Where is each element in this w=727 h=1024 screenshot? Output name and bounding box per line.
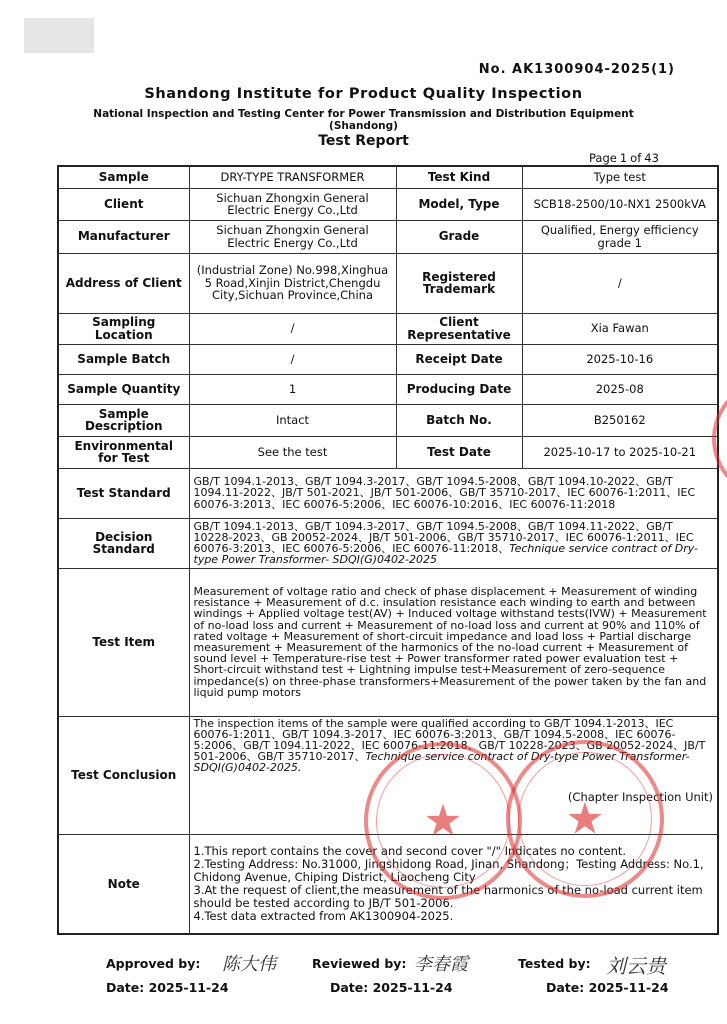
approved-label: Approved by: [106, 956, 201, 971]
test-item-value: Measurement of voltage ratio and check of phase displacement + Measurement of winding resistance + Measurement of d.c. insulation resistance each winding to earth and between windings + Applied voltage test(AV) + Induced voltage withstand tests(IVW) + Measurement of no-load loss and current + Measurement of no-load loss and current at 90% and 110% of rated voltage + Measurement of short-circuit impedance and load loss + Partial discharge measurement + Measurement of the harmonics of the no-load current + Measurement of sound level + Temperature-rise test + Power transformer rated power evaluation test + Short-circuit withstand test + Lightning impulse test+Measurement of zero-sequence impedance(s) on three-phase transformers+Measurement of the power taken by the fan and liquid pump motors [189, 568, 718, 716]
decision-standard-cell [189, 518, 718, 568]
sampling-location-value: / [189, 313, 396, 344]
reviewed-label: Reviewed by: [312, 956, 407, 971]
test-conclusion-label: Test Conclusion [58, 716, 189, 834]
sample-description-label: Sample Description [58, 404, 189, 436]
star-icon: ★ [565, 793, 605, 845]
test-item-label: Test Item [58, 568, 189, 716]
table-row [58, 716, 718, 834]
sample-quantity-label: Sample Quantity [58, 374, 189, 404]
note-cell [189, 834, 718, 934]
grade-value: Qualified, Energy efficiency grade 1 [522, 220, 718, 253]
batch-no-label: Batch No. [396, 404, 522, 436]
grade-label: Grade [396, 220, 522, 253]
table-row [58, 220, 718, 253]
sample-label: Sample [58, 166, 189, 188]
reviewed-signature: 李春霞 [414, 954, 468, 975]
table-row [58, 834, 718, 934]
center-line-2: (Shandong) [329, 120, 398, 132]
chapter-inspection-unit: (Chapter Inspection Unit) [567, 789, 713, 804]
producing-date-label: Producing Date [396, 374, 522, 404]
star-icon: ★ [423, 795, 463, 847]
table-row [58, 166, 718, 188]
center-name [0, 108, 727, 132]
environmental-label: Environmental for Test [58, 436, 189, 468]
test-standard-label: Test Standard [58, 468, 189, 518]
test-date-value: 2025-10-17 to 2025-10-21 [522, 436, 718, 468]
report-number: No. AK1300904-2025(1) [478, 62, 675, 77]
note-line-1: 1.This report contains the cover and second cover "/" Indicates no content. [193, 843, 627, 858]
producing-date-value: 2025-08 [522, 374, 718, 404]
table-row [58, 313, 718, 344]
table-row [58, 188, 718, 220]
page-indicator [589, 151, 662, 165]
table-row [58, 436, 718, 468]
note-line-4: 4.Test data extracted from AK1300904-2025. [193, 908, 454, 923]
tested-date: Date: 2025-11-24 [546, 980, 669, 995]
approved-date: Date: 2025-11-24 [106, 980, 229, 995]
note-line-3: 3.At the request of client,the measurement of the harmonics of the no-load current item should be tested according to JB/T 501-2006. [193, 882, 703, 910]
table-row [58, 344, 718, 374]
trademark-value: / [522, 253, 718, 313]
receipt-date-label: Receipt Date [396, 344, 522, 374]
page-current: 1 [619, 151, 628, 165]
page-total: 43 [644, 151, 659, 165]
institute-name: Shandong Institute for Product Quality Inspection [144, 86, 583, 102]
batch-no-value: B250162 [522, 404, 718, 436]
trademark-label: Registered Trademark [396, 253, 522, 313]
table-row [58, 468, 718, 518]
table-row [58, 568, 718, 716]
client-representative-value: Xia Fawan [522, 313, 718, 344]
page-of: of [630, 151, 642, 165]
manufacturer-value: Sichuan Zhongxin General Electric Energy Co.,Ltd [189, 220, 396, 253]
sample-batch-label: Sample Batch [58, 344, 189, 374]
redacted-box [24, 18, 94, 53]
table-row [58, 404, 718, 436]
test-kind-value: Type test [522, 166, 718, 188]
table-row [58, 518, 718, 568]
test-conclusion-value: The inspection items of the sample were qualified according to GB/T 1094.1-2013、IEC 60076-1:2011、GB/T 1094.3-2017、IEC 60076-3:2013、GB/T 1094.5-2008、IEC 60076-5:2006、GB/T 1094.11-2022、IEC 60076-11:2018、GB/T 10228-2023、GB 20052-2024、JB/T 501-2006、GB/T 35710-2017、 [193, 716, 706, 764]
manufacturer-label: Manufacturer [58, 220, 189, 253]
receipt-date-value: 2025-10-16 [522, 344, 718, 374]
sample-quantity-value: 1 [189, 374, 396, 404]
approved-signature: 陈大伟 [222, 954, 276, 975]
test-conclusion-cell [189, 716, 718, 834]
client-value: Sichuan Zhongxin General Electric Energy Co.,Ltd [189, 188, 396, 220]
address-label: Address of Client [58, 253, 189, 313]
sample-batch-value: / [189, 344, 396, 374]
sample-description-value: Intact [189, 404, 396, 436]
decision-standard-label: Decision Standard [58, 518, 189, 568]
reviewed-date: Date: 2025-11-24 [330, 980, 453, 995]
test-date-label: Test Date [396, 436, 522, 468]
report-table [57, 165, 719, 935]
tested-signature: 刘云贵 [606, 954, 666, 978]
test-conclusion-contract: Technique service contract of Dry-type Power Transformer- SDQI(G)0402-2025. [193, 750, 690, 775]
note-label: Note [58, 834, 189, 934]
environmental-value: See the test [189, 436, 396, 468]
tested-label: Tested by: [518, 956, 591, 971]
decision-standard-contract: Technique service contract of Dry-type Power Transformer- SDQI(G)0402-2025 [193, 542, 698, 567]
decision-standard-value: GB/T 1094.1-2013、GB/T 1094.3-2017、GB/T 1094.5-2008、GB/T 1094.11-2022、GB/T 10228-2023、GB 20052-2024、JB/T 501-2006、GB/T 35710-2017、IEC 60076-1:2011、IEC 60076-3:2013、IEC 60076-5:2006、IEC 60076-11:2018、 [193, 519, 694, 555]
page-label: Page [589, 151, 617, 165]
address-value: (Industrial Zone) No.998,Xinghua 5 Road,Xinjin District,Chengdu City,Sichuan Province,China [189, 253, 396, 313]
test-standard-value: GB/T 1094.1-2013、GB/T 1094.3-2017、GB/T 1094.5-2008、GB/T 1094.10-2022、GB/T 1094.11-2022、JB/T 501-2021、JB/T 501-2006、GB/T 35710-2017、IEC 60076-1:2011、IEC 60076-3:2013、IEC 60076-5:2006、IEC 60076-10:2016、IEC 60076-11:2018 [189, 468, 718, 518]
model-type-label: Model, Type [396, 188, 522, 220]
note-line-2: 2.Testing Address: No.31000, Jingshidong Road, Jinan, Shandong；Testing Address: No.1, Chidong Avenue, Chiping District, Liaocheng City [193, 856, 704, 884]
table-row [58, 374, 718, 404]
sample-value: DRY-TYPE TRANSFORMER [189, 166, 396, 188]
client-representative-label: Client Representative [396, 313, 522, 344]
client-label: Client [58, 188, 189, 220]
report-title: Test Report [318, 133, 409, 149]
sampling-location-label: Sampling Location [58, 313, 189, 344]
test-kind-label: Test Kind [396, 166, 522, 188]
model-type-value: SCB18-2500/10-NX1 2500kVA [522, 188, 718, 220]
center-line-1: National Inspection and Testing Center for Power Transmission and Distribution Equipment [93, 108, 634, 120]
table-row [58, 253, 718, 313]
